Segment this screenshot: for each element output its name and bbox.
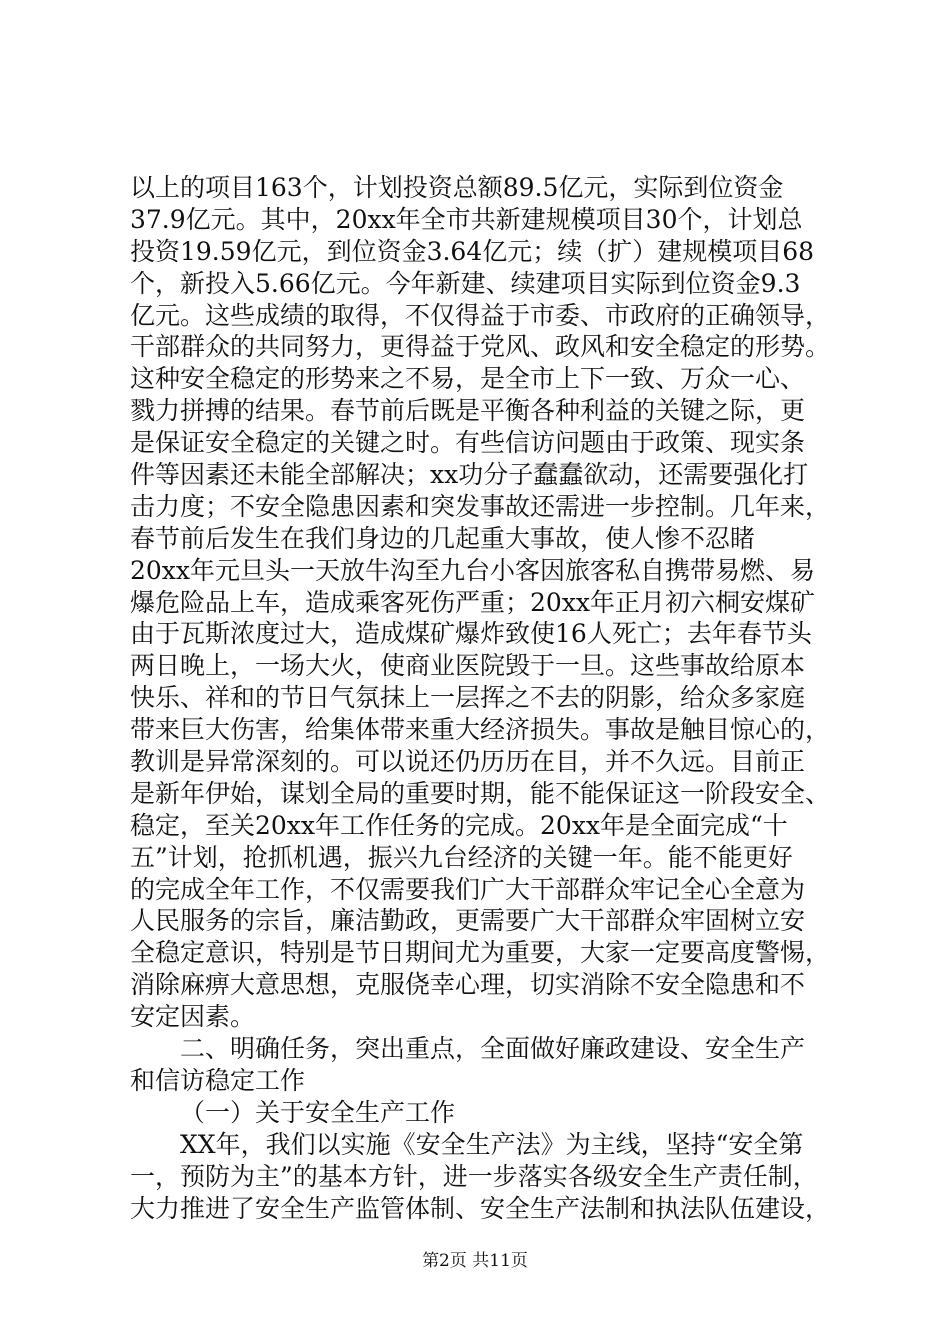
text-line: 的完成全年工作，不仅需要我们广大干部群众牢记全心全意为 xyxy=(130,874,806,904)
text-line: 以上的项目163个，计划投资总额89.5亿元，实际到位资金 xyxy=(130,173,784,202)
text-line: 人民服务的宗旨，廉洁勤政，更需要广大干部群众牢固树立安 xyxy=(130,906,806,936)
text-line: 带来巨大伤害，给集体带来重大经济损失。事故是触目惊心的， xyxy=(130,715,831,745)
document-body xyxy=(130,172,842,1224)
text-line: 春节前后发生在我们身边的几起重大事故，使人惨不忍睹 xyxy=(130,523,756,553)
text-line: 20xx年元旦头一天放牛沟至九台小客因旅客私自携带易燃、易 xyxy=(130,555,816,585)
text-line: 个，新投入5.66亿元。今年新建、续建项目实际到位资金9.3 xyxy=(130,268,801,298)
text-line: 快乐、祥和的节日气氛抹上一层挥之不去的阴影，给众多家庭 xyxy=(130,683,806,713)
text-line: 是新年伊始，谋划全局的重要时期，能不能保证这一阶段安全、 xyxy=(130,778,831,808)
text-line: 全稳定意识，特别是节日期间尤为重要，大家一定要高度警惕， xyxy=(130,938,831,968)
text-line: 这种安全稳定的形势来之不易，是全市上下一致、万众一心、 xyxy=(130,364,806,394)
text-line: 是保证安全稳定的关键之时。有些信访问题由于政策、现实条 xyxy=(130,428,806,458)
text-line: 37.9亿元。其中，20xx年全市共新建规模项目30个，计划总 xyxy=(130,204,803,234)
text-line: 爆危险品上车，造成乘客死伤严重；20xx年正月初六桐安煤矿 xyxy=(130,587,816,617)
text-line: 件等因素还未能全部解决；xx功分子蠢蠢欲动，还需要强化打 xyxy=(130,460,809,490)
text-line: 由于瓦斯浓度过大，造成煤矿爆炸致使16人死亡；去年春节头 xyxy=(130,619,812,649)
text-line: 大力推进了安全生产监管体制、安全生产法制和执法队伍建设， xyxy=(130,1193,831,1223)
text-line: 教训是异常深刻的。可以说还仍历历在目，并不久远。目前正 xyxy=(130,747,806,777)
text-line: 投资19.59亿元，到位资金3.64亿元；续（扩）建规模项目68 xyxy=(130,236,815,266)
section-heading-continued: 和信访稳定工作 xyxy=(130,1065,306,1095)
text-line: 击力度；不安全隐患因素和突发事故还需进一步控制。几年来， xyxy=(130,491,831,521)
text-line: 戮力拼搏的结果。春节前后既是平衡各种利益的关键之际，更 xyxy=(130,396,806,426)
text-line: 安定因素。 xyxy=(130,1002,256,1032)
text-line: 两日晚上，一场大火，使商业医院毁于一旦。这些事故给原本 xyxy=(130,651,806,681)
text-line: 稳定，至关20xx年工作任务的完成。20xx年是全面完成“十 xyxy=(130,810,788,840)
subsection-heading: （一）关于安全生产工作 xyxy=(180,1097,456,1127)
text-line: 亿元。这些成绩的取得，不仅得益于市委、市政府的正确领导， xyxy=(130,300,831,330)
text-line: XX年，我们以实施《安全生产法》为主线，坚持“安全第 xyxy=(180,1129,804,1159)
section-heading: 二、明确任务，突出重点，全面做好廉政建设、安全生产 xyxy=(180,1034,806,1064)
text-line: 干部群众的共同努力，更得益于党风、政风和安全稳定的形势。 xyxy=(130,332,831,362)
text-line: 一，预防为主”的基本方针，进一步落实各级安全生产责任制， xyxy=(130,1161,818,1191)
text-line: 消除麻痹大意思想，克服侥幸心理，切实消除不安全隐患和不 xyxy=(130,970,806,1000)
text-line: 五”计划，抢抓机遇，振兴九台经济的关键一年。能不能更好 xyxy=(130,842,793,872)
page-number-footer: 第2页 共11页 xyxy=(422,1251,528,1271)
